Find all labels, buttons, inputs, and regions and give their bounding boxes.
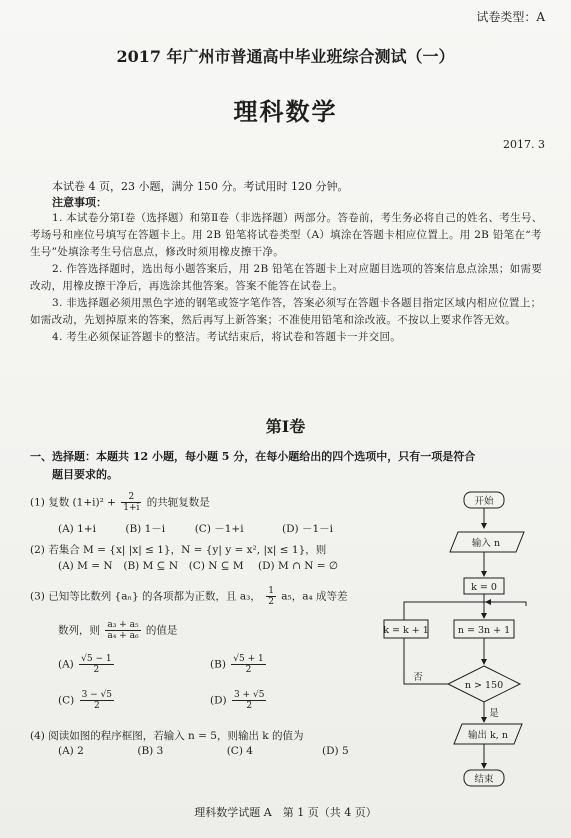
q3-option-d: [210, 690, 268, 711]
flow-end-label: 结束: [474, 774, 494, 785]
q3-option-d-den: 2: [246, 701, 253, 711]
q3-stem-frac-num: 1: [268, 586, 274, 596]
q3-option-d-label: (D): [210, 694, 227, 707]
q4-option-d: (D) 5: [322, 745, 349, 757]
q3-option-a: [58, 654, 116, 675]
question-2-options: [58, 560, 338, 572]
q4-option-c: (C) 4: [226, 745, 253, 757]
q3-line2-fraction: [105, 620, 140, 641]
q3-line2-frac-den: a₄ + a₆: [107, 631, 139, 641]
program-flowchart: [378, 480, 558, 800]
q1-fraction: [121, 492, 141, 513]
q3-option-a-num: √5 − 1: [81, 654, 112, 664]
notice-item: 1. 本试卷分第Ⅰ卷（选择题）和第Ⅱ卷（非选择题）两部分。答卷前，考生务必将自己的姓名、考生号、考场号和座位号填写在答题卡上。用 2B 铅笔将试卷类型（A）填涂在答题卡相应位置上。用 2B 铅笔在“考生号”处填涂考生号信息点，修改时须用橡皮擦干净。: [30, 212, 543, 258]
q3-text-post: a₅，a₄ 成等差: [281, 590, 348, 603]
flow-input-label: 输入 n: [471, 538, 501, 549]
section-heading: [30, 448, 550, 484]
q1-text-post: 的共轭复数是: [146, 496, 210, 509]
q3-option-c-num: 3 − √5: [81, 690, 113, 700]
q3-option-c-den: 2: [93, 701, 100, 711]
q4-option-b: (B) 3: [137, 745, 164, 757]
q3-option-a-fraction: [79, 654, 113, 675]
q3-line2-frac-num: a₃ + a₅: [107, 620, 139, 630]
notice-item: 2. 作答选择题时，选出每小题答案后，用 2B 铅笔在答题卡上对应题目选项的答案信息点涂黑；如需要改动，用橡皮擦干净后，再选涂其他答案。答案不能答在试卷上。: [30, 263, 543, 292]
section-heading-line2: 题目要求的。: [52, 468, 118, 481]
q3-option-a-den: 2: [93, 665, 100, 675]
q1-option-d: (D) －1－i: [282, 523, 334, 535]
q3-line2-pre: 数列，则: [58, 624, 100, 637]
flow-output-label: 输出 k, n: [468, 730, 508, 741]
q1-option-c: (C) －1+i: [194, 523, 244, 535]
notice-list: [30, 210, 550, 346]
q3-text-pre: (3) 已知等比数列 {aₙ} 的各项都为正数，且 a₃，: [30, 590, 261, 603]
q2-option-a: (A) M = N: [58, 560, 113, 572]
q3-option-c: [58, 690, 116, 711]
flow-condition-label: n > 150: [464, 680, 504, 691]
question-1-options: [58, 521, 333, 536]
q3-stem-frac-den: 2: [268, 597, 274, 607]
intro-text: 本试卷 4 页，23 小题，满分 150 分。考试用时 120 分钟。: [52, 180, 349, 193]
q3-option-a-label: (A): [58, 658, 74, 671]
q2-option-d: (D) M ∩ N = ∅: [258, 560, 339, 572]
exam-date: 2017. 3: [503, 138, 545, 151]
q3-option-b-label: (B): [210, 658, 226, 671]
q3-option-c-fraction: [80, 690, 114, 711]
notice-item: 4. 考生必须保证答题卡的整洁。考试结束后，将试卷和答题卡一并交回。: [52, 331, 402, 343]
flow-init-label: k = 0: [471, 582, 497, 593]
q4-option-a: (A) 2: [58, 745, 84, 757]
q3-option-d-num: 3 + √5: [233, 690, 265, 700]
subject-title: 理科数学: [233, 97, 338, 126]
q3-option-b: [210, 654, 268, 675]
q3-option-d-fraction: [232, 690, 266, 711]
flow-start-label: 开始: [474, 496, 494, 507]
question-4-stem: (4) 阅读如图的程序框图，若输入 n = 5，则输出 k 的值为: [30, 730, 304, 742]
notice-item: 3. 非选择题必须用黑色字迹的钢笔或签字笔作答，答案必须写在答题卡各题目指定区域内相应位置上；如需改动，先划掉原来的答案，然后再写上新答案；不准使用铅笔和涂改液。不按以上要求作答无效。: [30, 297, 542, 326]
q3-stem-fraction: [266, 586, 276, 607]
q3-option-c-label: (C): [58, 694, 75, 707]
question-3-line2: [58, 620, 177, 641]
notice-title: 注意事项：: [52, 196, 107, 209]
question-2-stem: (2) 若集合 M = {x| |x| ≤ 1}，N = {y| y = x², |x| ≤ 1}，则: [30, 544, 327, 556]
q3-option-b-den: 2: [245, 665, 252, 675]
flow-assign-label: n = 3n + 1: [457, 625, 511, 636]
q3-option-b-fraction: [231, 654, 265, 675]
section-heading-line1: 一、选择题：本题共 12 小题，每小题 5 分，在每小题给出的四个选项中，只有一项是符合: [30, 450, 476, 463]
question-3-stem: [30, 586, 348, 607]
flow-no-label: 否: [413, 672, 423, 683]
q2-option-c: (C) N ⊆ M: [188, 560, 244, 572]
page-footer: 理科数学试题 A 第 1 页（共 4 页）: [194, 806, 377, 819]
q1-text-pre: (1) 复数 (1+i)² +: [30, 496, 116, 509]
q1-option-a: (A) 1+i: [58, 523, 96, 535]
q1-frac-num: 2: [121, 492, 141, 503]
exam-title: 2017 年广州市普通高中毕业班综合测试（一）: [116, 47, 455, 66]
volume-title: 第Ⅰ卷: [265, 417, 306, 436]
q3-line2-post: 的值是: [145, 624, 178, 637]
q2-option-b: (B) M ⊆ N: [123, 560, 179, 572]
q3-option-b-num: √5 + 1: [233, 654, 264, 664]
question-4-options: [58, 745, 349, 757]
q1-frac-den: 1+i: [123, 503, 140, 513]
flow-yes-label: 是: [489, 708, 499, 719]
question-1-stem: [30, 492, 210, 513]
flow-increment-label: k = k + 1: [383, 625, 429, 636]
paper-type-label: 试卷类型：A: [476, 10, 545, 24]
q1-option-b: (B) 1－i: [125, 523, 166, 535]
